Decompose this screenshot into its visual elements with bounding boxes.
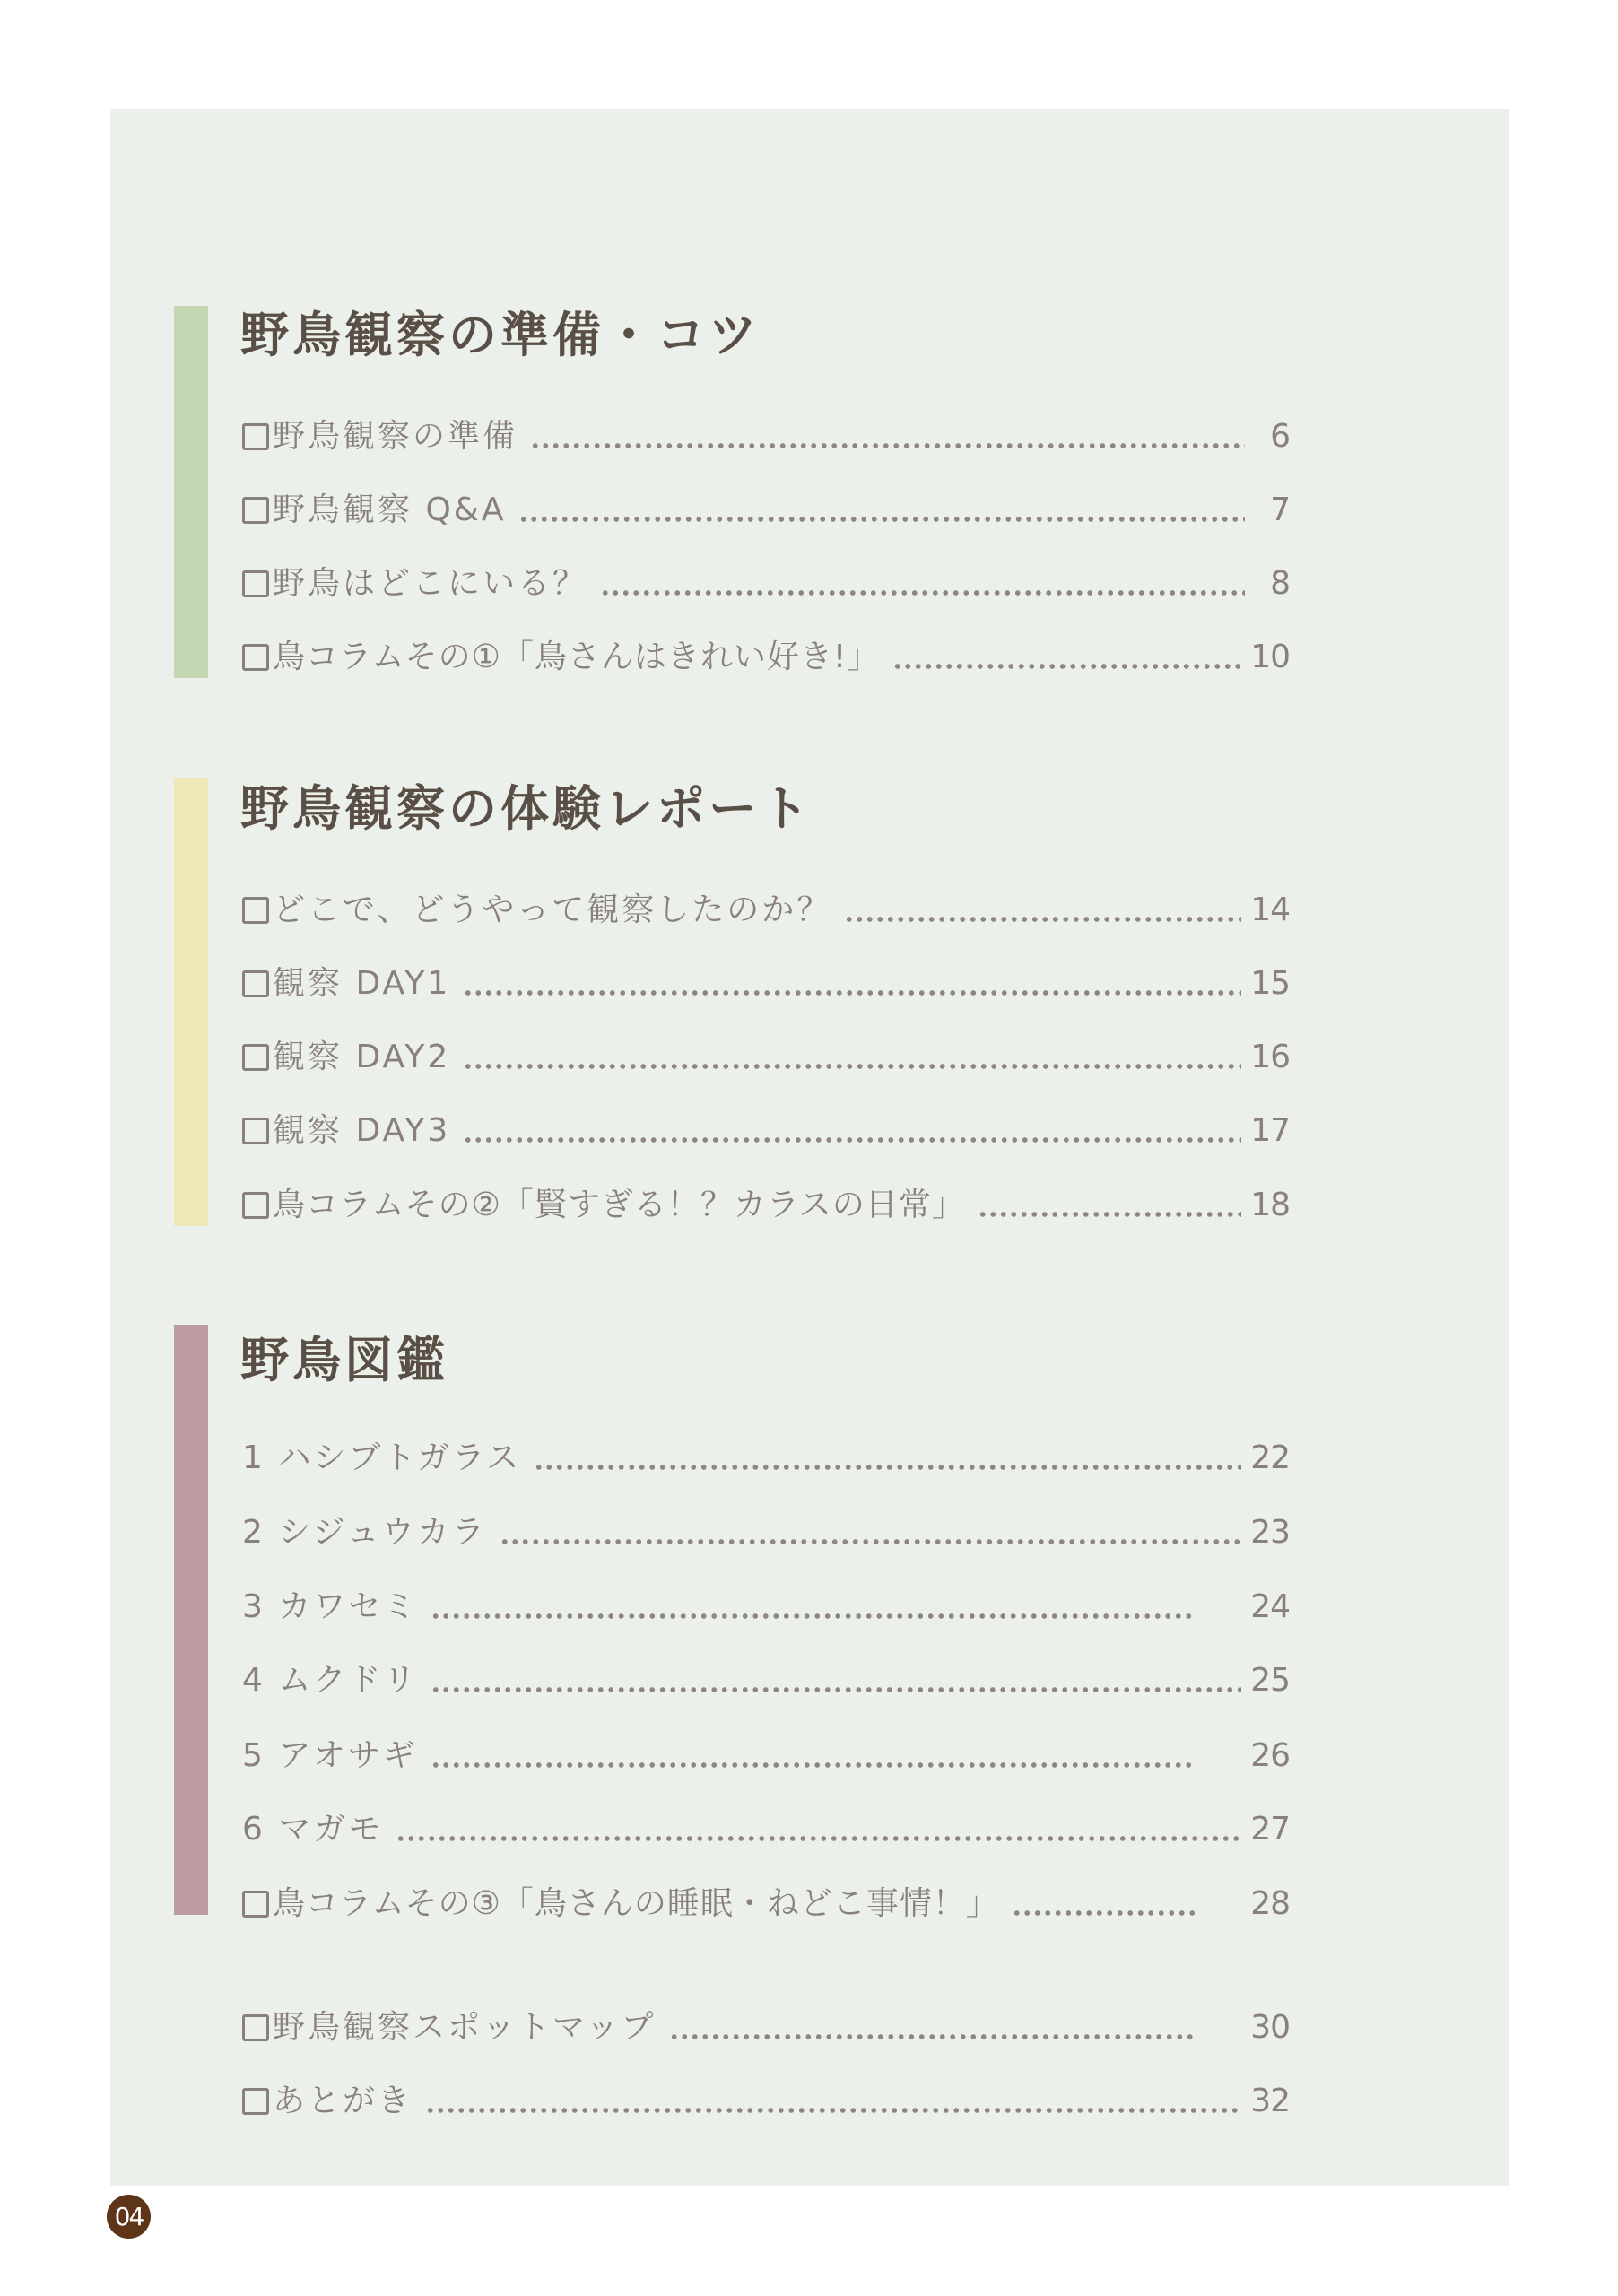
dot-leader — [396, 1836, 1241, 1841]
toc-item-page: 7 — [1270, 491, 1290, 528]
toc-item-label: 野鳥はどこにいる？ — [273, 565, 588, 602]
dot-leader — [431, 1762, 1196, 1768]
toc-item-page: 14 — [1250, 891, 1290, 928]
dot-leader — [431, 1687, 1241, 1692]
toc-item-label: 3 カワセミ — [242, 1588, 419, 1625]
toc-item-label: あとがき — [273, 2083, 413, 2119]
toc-item[interactable] — [242, 1882, 1290, 1926]
checkbox-icon — [242, 2014, 269, 2041]
toc-item[interactable] — [242, 1585, 1290, 1630]
toc-item-page: 28 — [1250, 1885, 1290, 1922]
section-2-accent-bar — [174, 778, 208, 1226]
toc-item-label: 鳥コラムその①「鳥さんはきれい好き!」 — [273, 639, 881, 675]
toc-item-label: 4 ムクドリ — [242, 1662, 419, 1699]
toc-item[interactable] — [242, 2005, 1290, 2050]
dot-leader — [463, 990, 1241, 996]
toc-item-page: 15 — [1250, 965, 1290, 1002]
toc-item-label: どこで、どうやって観察したのか？ — [273, 891, 832, 928]
toc-item-label: 2 シジュウカラ — [242, 1514, 487, 1551]
dot-leader — [1012, 1910, 1196, 1916]
section-1-accent-bar — [174, 306, 208, 678]
dot-leader — [978, 1212, 1241, 1217]
toc-item[interactable] — [242, 414, 1290, 459]
dot-leader — [892, 664, 1241, 669]
dot-leader — [425, 2108, 1241, 2113]
toc-item-label: 観察 DAY1 — [273, 965, 451, 1002]
toc-item-label: 野鳥観察 Q&A — [273, 491, 507, 528]
toc-item[interactable] — [242, 1035, 1290, 1080]
toc-item[interactable] — [242, 1510, 1290, 1555]
checkbox-icon — [242, 1192, 269, 1219]
toc-item[interactable] — [242, 1734, 1290, 1779]
section-3-accent-bar — [174, 1325, 208, 1915]
toc-item[interactable] — [242, 1658, 1290, 1703]
toc-item-label: 野鳥観察の準備 — [273, 418, 518, 455]
toc-item-label: 5 アオサギ — [242, 1737, 418, 1774]
toc-item[interactable] — [242, 561, 1290, 606]
toc-item-page: 24 — [1250, 1588, 1290, 1625]
checkbox-icon — [242, 970, 269, 997]
toc-item-page: 8 — [1270, 565, 1290, 602]
toc-item[interactable] — [242, 1807, 1290, 1852]
section-3-title: 野鳥図鑑 — [240, 1332, 448, 1388]
dot-leader — [463, 1137, 1241, 1143]
checkbox-icon — [242, 1118, 269, 1144]
checkbox-icon — [242, 644, 269, 671]
toc-item-page: 25 — [1250, 1662, 1290, 1699]
dot-leader — [669, 2034, 1197, 2039]
toc-item-page: 30 — [1250, 2009, 1290, 2046]
toc-item-label: 野鳥観察スポットマップ — [273, 2009, 657, 2046]
checkbox-icon — [242, 897, 269, 924]
toc-item[interactable] — [242, 1109, 1290, 1153]
dot-leader — [463, 1064, 1241, 1069]
dot-leader — [518, 517, 1245, 522]
section-1-title: 野鳥観察の準備・コツ — [240, 307, 761, 363]
toc-item[interactable] — [242, 1183, 1290, 1228]
checkbox-icon — [242, 497, 269, 524]
toc-item-page: 16 — [1250, 1039, 1290, 1075]
dot-leader — [500, 1539, 1241, 1544]
toc-item-page: 10 — [1250, 639, 1290, 675]
dot-leader — [530, 443, 1245, 448]
page-number-badge: 04 — [107, 2195, 151, 2239]
dot-leader — [431, 1613, 1196, 1619]
checkbox-icon — [242, 1891, 269, 1918]
toc-item-page: 17 — [1250, 1112, 1290, 1149]
toc-item-page: 23 — [1250, 1514, 1290, 1551]
dot-leader — [534, 1465, 1241, 1470]
toc-item-page: 27 — [1250, 1811, 1290, 1848]
dot-leader — [844, 917, 1241, 922]
checkbox-icon — [242, 1044, 269, 1071]
toc-item-page: 26 — [1250, 1737, 1290, 1774]
toc-item[interactable] — [242, 635, 1290, 680]
toc-item-label: 鳥コラムその③「鳥さんの睡眠・ねどこ事情！」 — [273, 1885, 999, 1922]
toc-item[interactable] — [242, 2079, 1290, 2124]
checkbox-icon — [242, 2088, 269, 2115]
toc-item[interactable] — [242, 1436, 1290, 1481]
toc-item-page: 6 — [1270, 418, 1290, 455]
toc-item-page: 18 — [1250, 1187, 1290, 1223]
toc-item[interactable] — [242, 961, 1290, 1006]
toc-item-page: 32 — [1250, 2083, 1290, 2119]
section-2-title: 野鳥観察の体験レポート — [240, 780, 813, 837]
toc-item-label: 6 マガモ — [242, 1811, 384, 1848]
dot-leader — [600, 590, 1245, 596]
checkbox-icon — [242, 423, 269, 450]
toc-item-label: 観察 DAY3 — [273, 1112, 451, 1149]
toc-item[interactable] — [242, 488, 1290, 533]
checkbox-icon — [242, 570, 269, 597]
toc-item[interactable] — [242, 888, 1290, 933]
toc-item-label: 観察 DAY2 — [273, 1039, 451, 1075]
toc-item-page: 22 — [1250, 1439, 1290, 1476]
toc-item-label: 鳥コラムその②「賢すぎる！？カラスの日常」 — [273, 1187, 965, 1223]
toc-item-label: 1 ハシブトガラス — [242, 1439, 522, 1476]
